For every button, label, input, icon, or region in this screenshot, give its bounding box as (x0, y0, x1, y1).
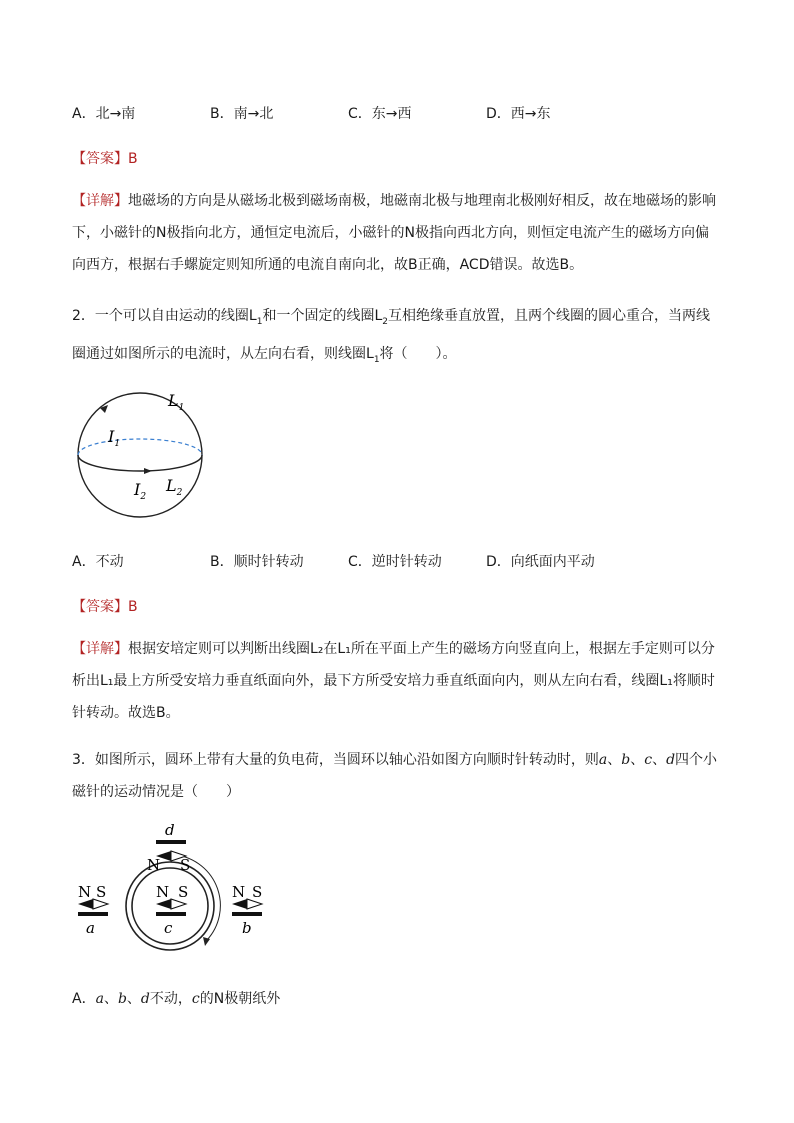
q2-coil-figure (72, 385, 207, 525)
q3-ring-figure (72, 820, 282, 965)
q2-stem: 2．一个可以自由运动的线圈$L_1$和一个固定的线圈$L_2$互相绝缘垂直放置，且两个线圈的圆心重合，当两线圈通过如图所示的电流时，从左向右看，则线圈$L_1$将（ ）。 (72, 308, 711, 365)
q2-option-b: B．顺时针转动 (210, 554, 304, 570)
q1-detail: 【详解】地磁场的方向是从磁场北极到磁场南极，地磁南北极与地理南北极刚好相反，故在地磁场的影响下，小磁针的N极指向北方，通恒定电流后，小磁针的N极指向西北方向，则恒定电流产生的磁场方向偏向西方，根据右手螺旋定则知所通的电流自南向北，故B正确，ACD错误。故选B。 (72, 193, 716, 273)
q2-option-c: C．逆时针转动 (348, 554, 442, 570)
label-a: a (86, 919, 95, 937)
q2-detail: 【详解】根据安培定则可以判断出线圈L₂在L₁所在平面上产生的磁场方向竖直向上，根据左手定则可以分析出L₁最上方所受安培力垂直纸面向外，最下方所受安培力垂直纸面向内，则从左向右看，线圈L₁将顺时针转动。故选B。 (72, 641, 715, 721)
q2-option-d: D．向纸面内平动 (486, 554, 595, 570)
q1-option-c: C．东→西 (348, 106, 412, 122)
label-i2: $I_2$ (134, 480, 147, 502)
q1-option-b: B．南→北 (210, 106, 274, 122)
label-c: c (164, 919, 173, 937)
label-d-n: N (147, 856, 161, 874)
label-c-s: S (178, 883, 189, 901)
label-d: d (165, 821, 175, 839)
label-b: b (242, 919, 252, 937)
label-d-s: S (180, 856, 191, 874)
label-l2: $L_2$ (166, 476, 183, 498)
label-b-n: N (232, 883, 246, 901)
q2-option-a: A．不动 (72, 554, 124, 570)
q2-answer: 【答案】B (72, 599, 138, 615)
label-a-n: N (78, 883, 92, 901)
q1-option-d: D．西→东 (486, 106, 551, 122)
label-l1: $L_1$ (168, 391, 185, 413)
label-c-n: N (156, 883, 170, 901)
q1-answer: 【答案】B (72, 151, 138, 167)
q1-option-a: A．北→南 (72, 106, 136, 122)
label-i1: $I_1$ (108, 427, 121, 449)
q3-option-a: A．a、b、d不动，c的N极朝纸外 (72, 991, 281, 1007)
label-a-s: S (96, 883, 107, 901)
label-b-s: S (252, 883, 263, 901)
q3-stem: 3．如图所示，圆环上带有大量的负电荷，当圆环以轴心沿如图方向顺时针转动时，则a、b、c、d四个小磁针的运动情况是（ ） (72, 752, 718, 800)
